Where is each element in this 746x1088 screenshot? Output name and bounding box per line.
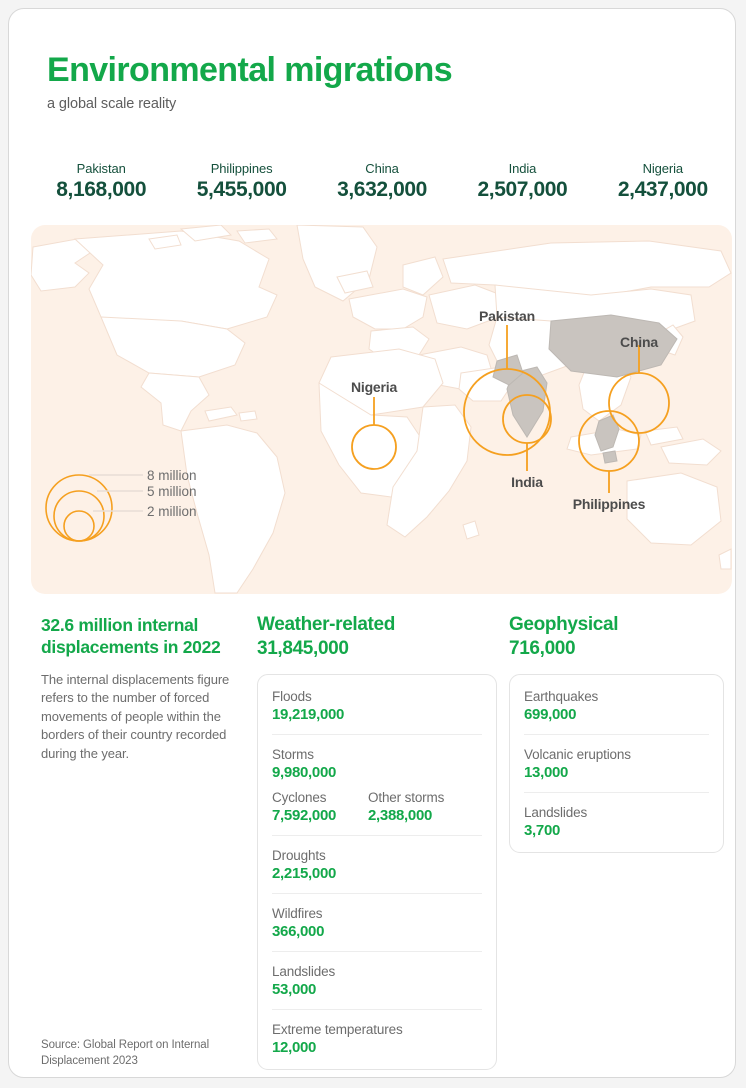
- row-label: Landslides: [524, 805, 588, 820]
- geophysical-card: [509, 674, 724, 853]
- country-name: Philippines: [210, 161, 273, 176]
- table-row: [524, 677, 709, 734]
- map-landmasses: [31, 225, 731, 594]
- row-value: 2,215,000: [272, 865, 337, 882]
- country-stat: [593, 161, 733, 202]
- country-stat: [312, 161, 452, 202]
- row-label: Landslides: [272, 964, 336, 979]
- country-name: China: [365, 161, 399, 176]
- map-label-china: China: [620, 334, 658, 350]
- legend-label-large: 8 million: [147, 468, 197, 483]
- country-stat: [171, 161, 311, 202]
- country-value: 8,168,000: [56, 178, 147, 201]
- table-row: [524, 734, 709, 792]
- row-label: Volcanic eruptions: [524, 747, 631, 762]
- row-value: 9,980,000: [272, 764, 337, 781]
- map-label-india: India: [511, 474, 543, 490]
- page-title: Environmental migrations: [47, 51, 453, 89]
- row-value: 53,000: [272, 981, 317, 998]
- geophysical-column: [509, 614, 724, 853]
- country-value: 2,437,000: [617, 178, 708, 201]
- weather-column: [257, 614, 497, 1070]
- infographic-page: [8, 8, 736, 1078]
- row-value: 3,700: [524, 822, 561, 839]
- country-name: Pakistan: [76, 161, 126, 176]
- legend-label-small: 2 million: [147, 504, 197, 519]
- table-row: [272, 893, 482, 951]
- table-row: [524, 792, 709, 850]
- map-label-nigeria: Nigeria: [350, 379, 398, 395]
- country-name: Nigeria: [642, 161, 684, 176]
- row-label: Droughts: [272, 848, 326, 863]
- table-row: [272, 677, 482, 734]
- row-value: 13,000: [524, 764, 569, 781]
- sub-label: Other storms: [368, 790, 445, 805]
- geophysical-heading: Geophysical: [509, 614, 619, 635]
- world-map: [31, 225, 732, 594]
- row-value: 12,000: [272, 1039, 317, 1056]
- weather-heading: Weather-related: [257, 614, 396, 635]
- country-stat: [452, 161, 592, 202]
- table-row: [272, 951, 482, 1009]
- row-label: Storms: [272, 747, 314, 762]
- row-value: 19,219,000: [272, 706, 345, 723]
- row-label: Wildfires: [272, 906, 323, 921]
- sub-row-group: [272, 790, 482, 824]
- source-note: Source: Global Report on Internal Displacement 2023: [41, 1039, 210, 1068]
- country-stat: [31, 161, 171, 202]
- row-label: Floods: [272, 689, 312, 704]
- row-label: Extreme temperatures: [272, 1022, 403, 1037]
- geophysical-total: 716,000: [509, 638, 576, 659]
- lead-column: [41, 614, 241, 763]
- weather-total: 31,845,000: [257, 638, 349, 659]
- lead-heading: 32.6 million internal displacements in 2022: [41, 615, 221, 658]
- country-value: 5,455,000: [196, 178, 287, 201]
- sub-value: 7,592,000: [272, 807, 337, 824]
- row-value: 366,000: [272, 923, 325, 940]
- country-stats-row: [31, 161, 733, 202]
- map-legend: [46, 468, 197, 541]
- map-label-pakistan: Pakistan: [479, 308, 535, 324]
- weather-card: [257, 674, 497, 1070]
- row-value: 699,000: [524, 706, 577, 723]
- sub-value: 2,388,000: [368, 807, 433, 824]
- header: [47, 53, 452, 112]
- row-label: Earthquakes: [524, 689, 599, 704]
- sub-row: [368, 790, 444, 824]
- legend-circle-medium: [54, 491, 104, 541]
- legend-circle-small: [64, 511, 94, 541]
- table-row: [272, 835, 482, 893]
- table-row: [272, 734, 482, 835]
- country-name: India: [508, 161, 537, 176]
- legend-label-medium: 5 million: [147, 484, 197, 499]
- country-value: 3,632,000: [337, 178, 427, 201]
- map-label-philippines: Philippines: [572, 496, 646, 512]
- page-subtitle: a global scale reality: [47, 95, 177, 112]
- sub-label: Cyclones: [272, 790, 327, 805]
- lead-body: The internal displacements figure refers to the number of forced movements of people within the borders of their country recorded during the year.: [41, 671, 230, 761]
- sub-row: [272, 790, 368, 824]
- country-value: 2,507,000: [477, 178, 568, 201]
- table-row: [272, 1009, 482, 1067]
